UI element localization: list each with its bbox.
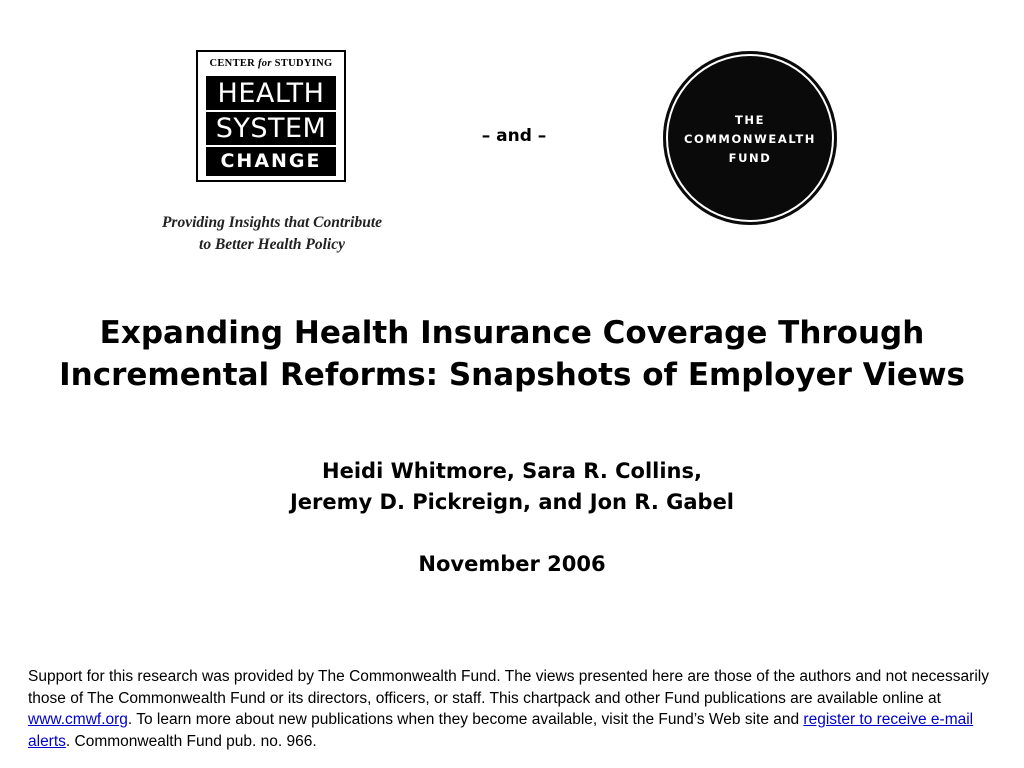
- authors-line2: Jeremy D. Pickreign, and Jon R. Gabel: [289, 490, 735, 514]
- authors-line1: Heidi Whitmore, Sara R. Collins,: [322, 459, 702, 483]
- footnote-text-3: . Commonwealth Fund pub. no. 966.: [65, 732, 317, 750]
- cwf-logo-the: THE: [734, 113, 766, 127]
- hsc-logo-block: [206, 76, 336, 176]
- hsc-logo-top-line: [198, 58, 344, 69]
- and-separator: – and –: [481, 126, 547, 146]
- hsc-logo-system: SYSTEM: [215, 113, 327, 144]
- hsc-logo-change: CHANGE: [220, 150, 322, 172]
- page-title-line2: Incremental Reforms: Snapshots of Employer Views: [59, 357, 965, 393]
- hsc-logo-for: for: [257, 58, 272, 69]
- support-footnote: [28, 666, 998, 752]
- commonwealth-fund-logo: [663, 51, 837, 225]
- authors: [10, 456, 1014, 518]
- hsc-logo: [196, 50, 346, 182]
- email-alerts-link[interactable]: register to receive e-mail alerts: [28, 711, 974, 750]
- hsc-logo-studying: STUDYING: [271, 58, 333, 69]
- page-title: [10, 312, 1014, 396]
- cmwf-website-link[interactable]: www.cmwf.org: [28, 711, 128, 728]
- commonwealth-fund-logo-text: [663, 111, 837, 168]
- hsc-tagline-line1: Providing Insights that Contribute: [161, 214, 383, 231]
- footnote-text-1: Support for this research was provided by The Commonwealth Fund. The views presented here are those of the authors and not necessarily those of The Commonwealth Fund or its directors, officers, or staff. This chartpack and other Fund publications are available online at: [28, 668, 989, 707]
- hsc-logo-health: HEALTH: [217, 78, 325, 109]
- footnote-text-2: . To learn more about new publications when they become available, visit the Fund’s Web site and: [127, 711, 804, 728]
- cwf-logo-commonwealth: COMMONWEALTH: [683, 132, 817, 146]
- page-title-line1: Expanding Health Insurance Coverage Through: [99, 315, 925, 351]
- hsc-tagline-line2: to Better Health Policy: [199, 236, 345, 253]
- publication-date: November 2006: [418, 552, 606, 576]
- hsc-logo-center: CENTER: [209, 58, 258, 69]
- hsc-tagline: [140, 212, 404, 256]
- cwf-logo-fund: FUND: [728, 151, 772, 165]
